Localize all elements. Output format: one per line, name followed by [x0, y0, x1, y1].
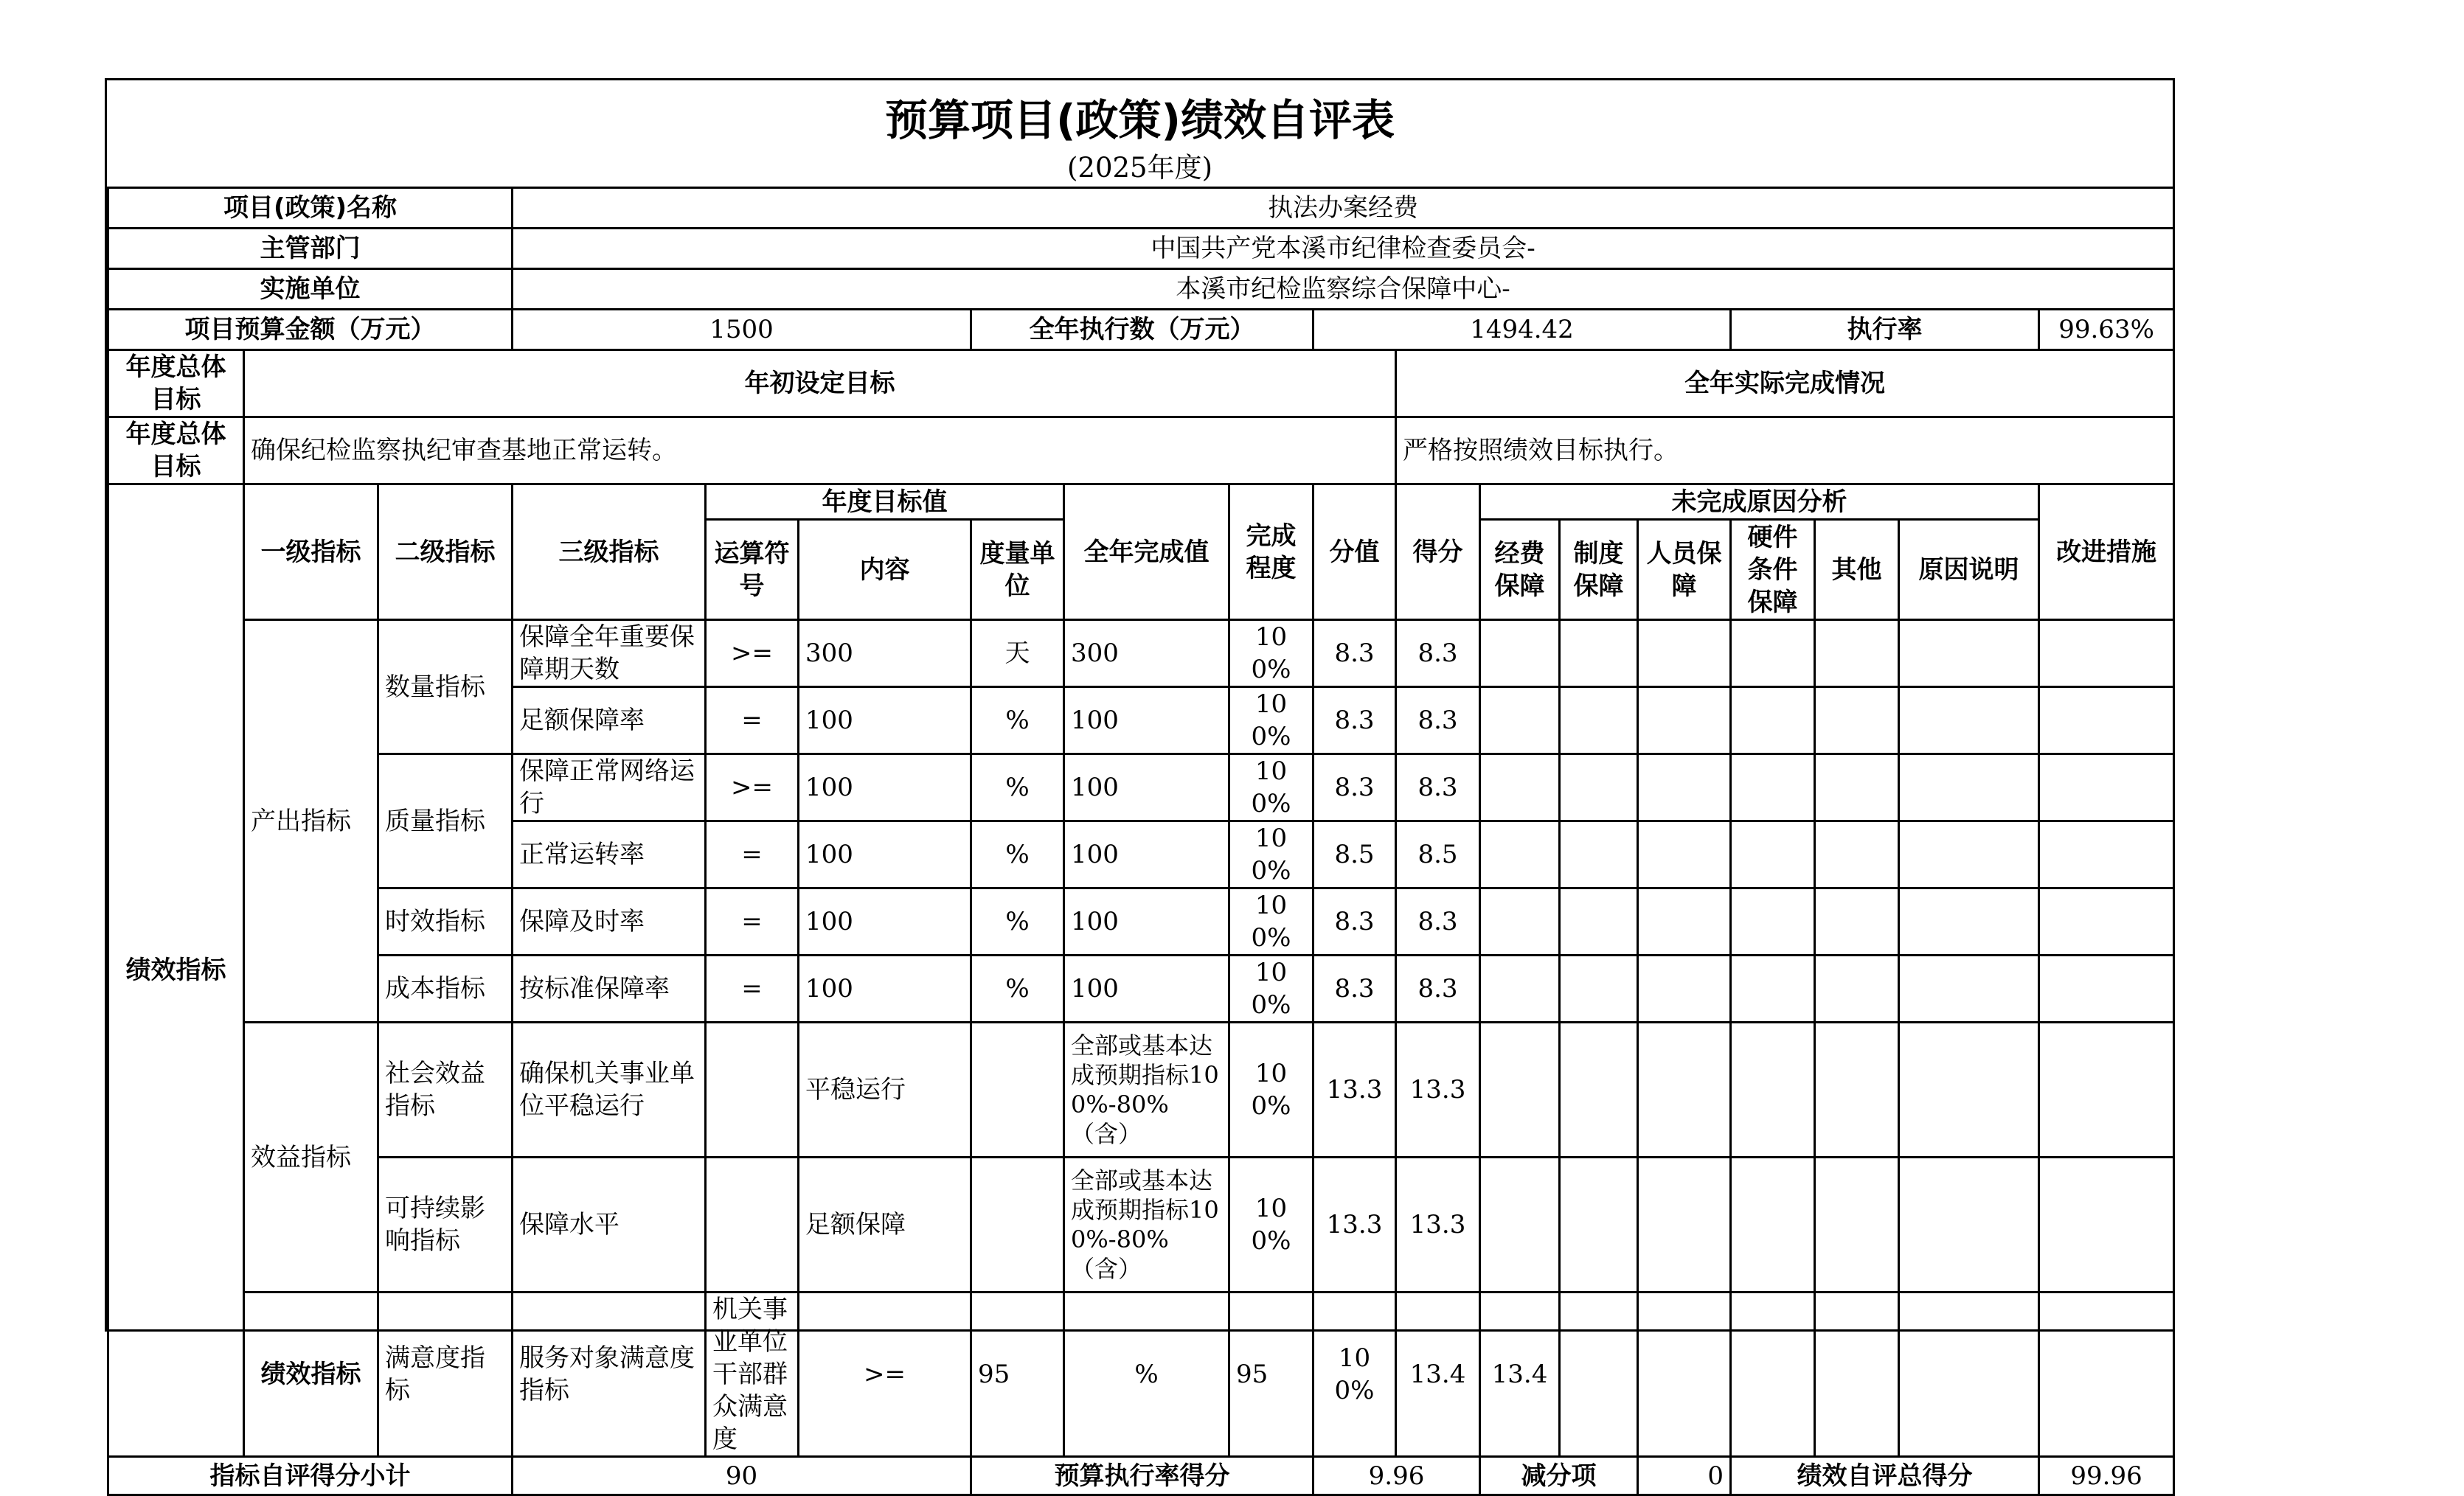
indicator-got: 13.4 — [1480, 1293, 1560, 1457]
score-header: 分值 — [1313, 484, 1396, 620]
empty-cell — [1638, 687, 1731, 754]
indicator-got: 8.5 — [1396, 821, 1480, 888]
empty-cell — [1560, 687, 1638, 754]
empty-cell — [1731, 1158, 1815, 1293]
indicator-unit: % — [971, 956, 1064, 1023]
indicator-score: 13.3 — [1313, 1158, 1396, 1293]
indicator-name: 保障全年重要保障期天数 — [513, 620, 706, 687]
indicator-content: 100 — [799, 687, 971, 754]
empty-cell — [1560, 620, 1638, 687]
indicator-operator: >= — [706, 754, 799, 821]
deduction-label: 减分项 — [1480, 1457, 1638, 1495]
empty-cell — [1899, 888, 2039, 956]
department-label: 主管部门 — [108, 229, 513, 269]
project-name-value: 执法办案经费 — [513, 188, 2174, 229]
indicator-operator: = — [706, 888, 799, 956]
empty-cell — [1731, 1293, 1815, 1457]
empty-cell — [2039, 821, 2174, 888]
indicator-operator: = — [706, 956, 799, 1023]
indicator-actual: 100 — [1064, 754, 1229, 821]
indicator-score: 8.5 — [1313, 821, 1396, 888]
incomplete-analysis-header: 未完成原因分析 — [1480, 484, 2039, 520]
title-block — [107, 80, 2173, 187]
empty-cell — [1815, 620, 1899, 687]
indicator-unit: % — [1064, 1293, 1229, 1457]
indicator-actual: 100 — [1064, 821, 1229, 888]
empty-cell — [1899, 821, 2039, 888]
annual-goal-label: 年度总体目标 — [108, 350, 244, 417]
improvement-header: 改进措施 — [2039, 484, 2174, 620]
performance-indicators-label: 绩效指标 — [108, 484, 244, 1457]
empty-cell — [1899, 687, 2039, 754]
empty-cell — [1638, 1023, 1731, 1158]
rate-score-label: 预算执行率得分 — [971, 1457, 1313, 1495]
completion-degree-header: 完成程度 — [1229, 484, 1313, 620]
indicator-degree: 100% — [1229, 1158, 1313, 1293]
empty-cell — [2039, 620, 2174, 687]
performance-indicators-label-2: 绩效指标 — [244, 1293, 378, 1457]
empty-cell — [1731, 620, 1815, 687]
unit-value: 本溪市纪检监察综合保障中心- — [513, 269, 2174, 310]
indicator-degree: 100% — [1229, 1023, 1313, 1158]
content-header: 内容 — [799, 520, 971, 620]
staff-guarantee-header: 人员保障 — [1638, 520, 1731, 620]
empty-cell — [1899, 1023, 2039, 1158]
empty-cell — [2039, 1158, 2174, 1293]
execution-rate-label: 执行率 — [1731, 310, 2039, 350]
empty-cell — [1560, 888, 1638, 956]
actual-completion-header: 全年实际完成情况 — [1396, 350, 2174, 417]
indicator-actual: 100 — [1064, 687, 1229, 754]
empty-cell — [2039, 687, 2174, 754]
total-score-value: 99.96 — [2039, 1457, 2174, 1495]
empty-cell — [1480, 754, 1560, 821]
subgroup-service: 服务对象满意度指标 — [513, 1293, 706, 1457]
actual-completion-text: 严格按照绩效目标执行。 — [1396, 417, 2174, 484]
subgroup-quality: 质量指标 — [378, 754, 513, 888]
indicator-name: 保障及时率 — [513, 888, 706, 956]
indicator-actual: 95 — [1229, 1293, 1313, 1457]
indicator-actual: 300 — [1064, 620, 1229, 687]
empty-cell — [2039, 754, 2174, 821]
indicator-score: 8.3 — [1313, 956, 1396, 1023]
indicator-unit: % — [971, 687, 1064, 754]
empty-cell — [1815, 888, 1899, 956]
empty-cell — [2039, 956, 2174, 1023]
indicator-degree: 100% — [1229, 821, 1313, 888]
empty-cell — [1815, 754, 1899, 821]
indicator-got: 8.3 — [1396, 620, 1480, 687]
empty-cell — [1560, 1023, 1638, 1158]
got-score-header: 得分 — [1396, 484, 1480, 620]
indicator-operator: >= — [706, 620, 799, 687]
indicator-name: 正常运转率 — [513, 821, 706, 888]
subgroup-cost: 成本指标 — [378, 956, 513, 1023]
annual-target-header: 年度目标值 — [706, 484, 1064, 520]
indicator-degree: 100% — [1229, 754, 1313, 821]
level2-header: 二级指标 — [378, 484, 513, 620]
system-guarantee-header: 制度保障 — [1560, 520, 1638, 620]
indicator-score: 13.4 — [1396, 1293, 1480, 1457]
executed-label: 全年执行数（万元） — [971, 310, 1313, 350]
empty-cell — [1815, 687, 1899, 754]
indicator-score: 8.3 — [1313, 687, 1396, 754]
reason-explain-header: 原因说明 — [1899, 520, 2039, 620]
indicator-unit — [971, 1158, 1064, 1293]
empty-cell — [2039, 1023, 2174, 1158]
empty-cell — [1638, 888, 1731, 956]
deduction-value: 0 — [1638, 1457, 1731, 1495]
operator-header: 运算符号 — [706, 520, 799, 620]
empty-cell — [1480, 1158, 1560, 1293]
indicator-actual: 全部或基本达成预期指标100%-80%（含） — [1064, 1158, 1229, 1293]
empty-cell — [1480, 620, 1560, 687]
subgroup-social: 社会效益指标 — [378, 1023, 513, 1158]
empty-cell — [1731, 956, 1815, 1023]
department-value: 中国共产党本溪市纪律检查委员会- — [513, 229, 2174, 269]
year-subtitle: (2025年度) — [1066, 152, 1213, 184]
indicator-name: 保障正常网络运行 — [513, 754, 706, 821]
indicator-content: 平稳运行 — [799, 1023, 971, 1158]
indicator-degree: 100% — [1229, 888, 1313, 956]
indicator-got: 13.3 — [1396, 1023, 1480, 1158]
empty-cell — [1815, 821, 1899, 888]
empty-cell — [1560, 1293, 1638, 1457]
level1-header: 一级指标 — [244, 484, 378, 620]
actual-value-header: 全年完成值 — [1064, 484, 1229, 620]
empty-cell — [1480, 956, 1560, 1023]
indicator-score: 13.3 — [1313, 1023, 1396, 1158]
indicator-degree: 100% — [1229, 687, 1313, 754]
evaluation-sheet — [105, 78, 2175, 1491]
indicator-name: 按标准保障率 — [513, 956, 706, 1023]
empty-cell — [1638, 821, 1731, 888]
empty-cell — [1899, 620, 2039, 687]
measure-unit-header: 度量单位 — [971, 520, 1064, 620]
empty-cell — [1560, 956, 1638, 1023]
empty-cell — [1815, 1023, 1899, 1158]
empty-cell — [2039, 888, 2174, 956]
budget-amount-value: 1500 — [513, 310, 971, 350]
indicator-operator: >= — [799, 1293, 971, 1457]
indicator-content: 足额保障 — [799, 1158, 971, 1293]
empty-cell — [1638, 620, 1731, 687]
indicator-score: 8.3 — [1313, 754, 1396, 821]
indicator-content: 100 — [799, 888, 971, 956]
fund-guarantee-header: 经费保障 — [1480, 520, 1560, 620]
indicator-operator — [706, 1023, 799, 1158]
indicator-unit: % — [971, 821, 1064, 888]
unit-label: 实施单位 — [108, 269, 513, 310]
subtotal-value: 90 — [513, 1457, 971, 1495]
subgroup-timeliness: 时效指标 — [378, 888, 513, 956]
subgroup-sustain: 可持续影响指标 — [378, 1158, 513, 1293]
indicator-unit: % — [971, 754, 1064, 821]
indicator-name: 确保机关事业单位平稳运行 — [513, 1023, 706, 1158]
total-score-label: 绩效自评总得分 — [1731, 1457, 2039, 1495]
project-name-label: 项目(政策)名称 — [108, 188, 513, 229]
indicator-content: 300 — [799, 620, 971, 687]
indicator-name: 足额保障率 — [513, 687, 706, 754]
indicator-name: 保障水平 — [513, 1158, 706, 1293]
indicator-score: 8.3 — [1313, 620, 1396, 687]
empty-cell — [1480, 687, 1560, 754]
indicator-unit: 天 — [971, 620, 1064, 687]
indicator-operator: = — [706, 821, 799, 888]
execution-rate-value: 99.63% — [2039, 310, 2174, 350]
group-output: 产出指标 — [244, 620, 378, 1023]
indicator-degree: 100% — [1229, 620, 1313, 687]
empty-cell — [1815, 956, 1899, 1023]
group-satisfaction: 满意度指标 — [378, 1293, 513, 1457]
empty-cell — [1815, 1158, 1899, 1293]
empty-cell — [1480, 821, 1560, 888]
empty-cell — [1731, 888, 1815, 956]
indicator-content: 100 — [799, 956, 971, 1023]
indicator-score: 8.3 — [1313, 888, 1396, 956]
indicator-actual: 100 — [1064, 888, 1229, 956]
empty-cell — [2039, 1293, 2174, 1457]
budget-amount-label: 项目预算金额（万元） — [108, 310, 513, 350]
subgroup-quantity: 数量指标 — [378, 620, 513, 754]
other-header: 其他 — [1815, 520, 1899, 620]
empty-cell — [1731, 821, 1815, 888]
indicator-degree: 100% — [1229, 956, 1313, 1023]
indicator-content: 95 — [971, 1293, 1064, 1457]
initial-goal-header: 年初设定目标 — [244, 350, 1396, 417]
empty-cell — [1560, 754, 1638, 821]
indicator-content: 100 — [799, 754, 971, 821]
empty-cell — [1560, 1158, 1638, 1293]
indicator-got: 8.3 — [1396, 687, 1480, 754]
indicator-actual: 全部或基本达成预期指标100%-80%（含） — [1064, 1023, 1229, 1158]
empty-cell — [1899, 956, 2039, 1023]
empty-cell — [1480, 1023, 1560, 1158]
indicator-name: 机关事业单位干部群众满意度 — [706, 1293, 799, 1457]
subtotal-label: 指标自评得分小计 — [108, 1457, 513, 1495]
empty-cell — [1899, 754, 2039, 821]
empty-cell — [1731, 1023, 1815, 1158]
empty-cell — [1731, 687, 1815, 754]
empty-cell — [1638, 1293, 1731, 1457]
page-title: 预算项目(政策)绩效自评表 — [884, 95, 1395, 145]
indicator-content: 100 — [799, 821, 971, 888]
indicator-unit — [971, 1023, 1064, 1158]
empty-cell — [1815, 1293, 1899, 1457]
empty-cell — [1899, 1293, 2039, 1457]
annual-goal-label: 年度总体目标 — [108, 417, 244, 484]
empty-cell — [1638, 1158, 1731, 1293]
empty-cell — [1638, 956, 1731, 1023]
empty-cell — [1899, 1158, 2039, 1293]
hardware-guarantee-header: 硬件条件保障 — [1731, 520, 1815, 620]
indicator-unit: % — [971, 888, 1064, 956]
indicator-operator — [706, 1158, 799, 1293]
initial-goal-text: 确保纪检监察执纪审查基地正常运转。 — [244, 417, 1396, 484]
indicator-got: 8.3 — [1396, 754, 1480, 821]
indicator-got: 8.3 — [1396, 956, 1480, 1023]
indicator-actual: 100 — [1064, 956, 1229, 1023]
indicator-degree: 100% — [1313, 1293, 1396, 1457]
empty-cell — [1480, 888, 1560, 956]
empty-cell — [1731, 754, 1815, 821]
level3-header: 三级指标 — [513, 484, 706, 620]
evaluation-table — [107, 187, 2175, 1496]
indicator-operator: = — [706, 687, 799, 754]
empty-cell — [1638, 754, 1731, 821]
executed-value: 1494.42 — [1313, 310, 1731, 350]
group-benefit: 效益指标 — [244, 1023, 378, 1293]
indicator-got: 13.3 — [1396, 1158, 1480, 1293]
rate-score-value: 9.96 — [1313, 1457, 1480, 1495]
empty-cell — [1560, 821, 1638, 888]
indicator-got: 8.3 — [1396, 888, 1480, 956]
